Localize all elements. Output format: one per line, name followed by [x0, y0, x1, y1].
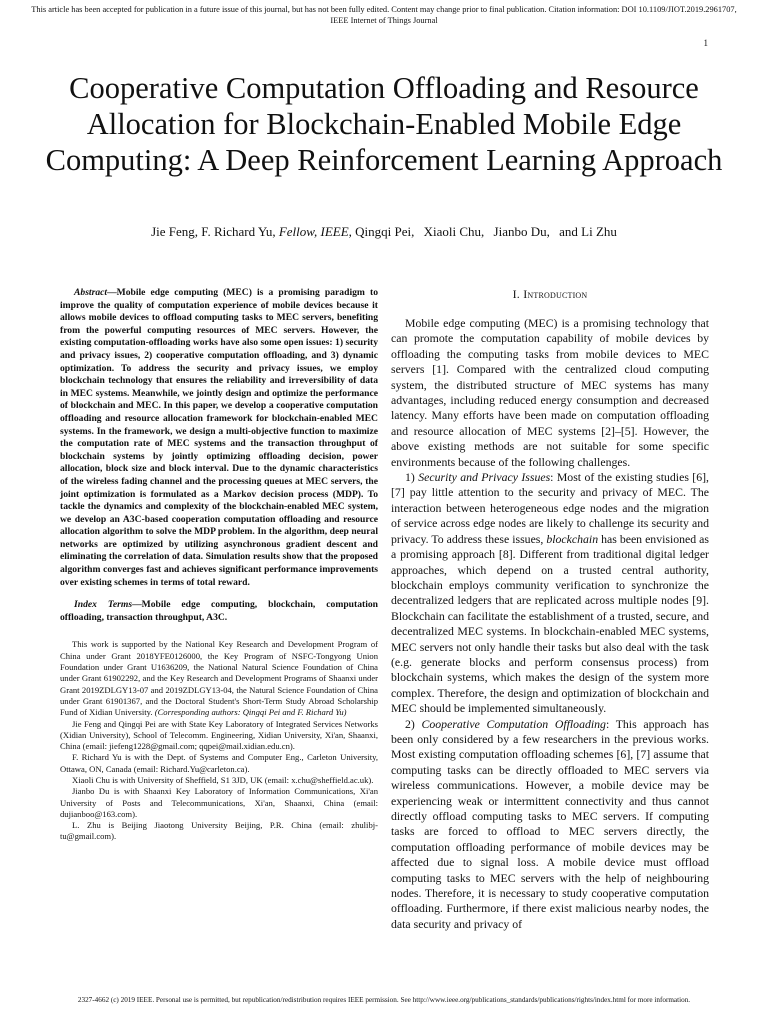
paragraph-text: : Most of the existing studies [6], [7] pay little attention to the security and privacy of MEC. The interaction between heterogeneous edge nodes and the migration of service across edge nodes are likely to challenge its security and privacy. To address these issues, — [391, 470, 709, 546]
author-name: Jie Feng, — [151, 224, 199, 239]
affiliation-footnote: Xiaoli Chu is with University of Sheffield, S1 3JD, UK (email: x.chu@sheffield.ac.uk). — [72, 775, 374, 785]
abstract — [60, 287, 378, 589]
paper-title: Cooperative Computation Offloading and Resource Allocation for Blockchain-Enabled Mobile Edge Computing: A Deep Reinforcement Learning Approach — [45, 71, 723, 177]
right-column — [391, 287, 709, 932]
author-name: Jianbo Du, — [493, 224, 550, 239]
paragraph-text: has been envisioned as a promising approach [8]. Different from traditional digital ledger approaches, which depend on a trusted central authority, blockchain employs community verification to synchronize the decentralized ledgers that are replicated across multiple nodes [9]. Blockchain can facilitate the establishment of a trusted, secure, and decentralized MEC systems. In blockchain-enabled MEC systems, MEC servers not only handle their tasks but also deal with the task (e.g. generate blocks and perform consensus process) from blockchain systems, which makes the design of the system more complex. Therefore, the design and optimization of blockchain and MEC should be implemented simultaneously. — [391, 531, 710, 716]
affiliation-footnote: Jie Feng and Qingqi Pei are with State Key Laboratory of Integrated Services Networks (Xidian University), School of Telecomm. Engineering, Xidian University, Xi'an, Shaanxi, China (email: jiefeng1228@gmail.com; qqpei@mail.xidian.edu.cn). — [60, 718, 378, 752]
affiliation-footnote: F. Richard Yu is with the Dept. of Systems and Computer Eng., Carleton University, Ottawa, ON, Canada (email: Richard.Yu@carleton.ca). — [60, 752, 378, 774]
author-list — [44, 224, 724, 240]
section-title: Introduction — [523, 287, 588, 301]
author-name: Qingqi Pei, — [355, 224, 415, 239]
author-name: and Li Zhu — [559, 224, 617, 239]
page-number: 1 — [703, 38, 708, 48]
copyright-footer: 2327-4662 (c) 2019 IEEE. Personal use is permitted, but republication/redistribution requires IEEE permission. See http://www.ieee.org/publications_standards/publications/rights/index.html for more information. — [77, 996, 691, 1004]
author-name: F. Richard Yu, — [201, 224, 276, 239]
item-number: 2) — [405, 716, 422, 731]
index-terms — [60, 599, 378, 624]
funding-footnote — [60, 639, 378, 718]
author-honor: Fellow, IEEE, — [278, 224, 352, 239]
item-title: Security and Privacy Issues — [418, 470, 551, 485]
acceptance-notice: This article has been accepted for publication in a future issue of this journal, but has not been fully edited. Content may change prior to final publication. Citation information: DOI 10.1109/JIOT.2019.2961707, IEEE Internet of Things Journal — [31, 5, 737, 25]
emphasized-term: blockchain — [546, 531, 599, 546]
corresponding-authors: (Corresponding authors: Qingqi Pei and F. Richard Yu) — [154, 707, 347, 718]
section-heading — [391, 287, 709, 302]
affiliation-footnote: L. Zhu is Beijing Jiaotong University Beijing, P.R. China (email: zhulibj-tu@gmail.com). — [60, 820, 378, 842]
intro-paragraph — [391, 717, 709, 933]
affiliation-footnote: Jianbo Du is with Shaanxi Key Laboratory of Information Communications, Xi'an University of Posts and Telecommunications, Xi'an, Shaanxi, China (email: dujianboo@163.com). — [60, 786, 378, 819]
intro-paragraph — [391, 470, 709, 717]
abstract-text: —Mobile edge computing (MEC) is a promising paradigm to improve the quality of computation experience of mobile devices because it allows mobile devices to offload computing tasks to MEC servers, benefiting from the powerful computing resources of MEC servers. However, the existing computation-offloading works have also some open issues: 1) security and privacy issues, 2) cooperative computation offloading, and 3) dynamic optimization. To address the security and privacy issues, we employ blockchain technology that ensures the reliability and irreversibility of data in MEC systems. Meanwhile, we jointly design and optimize the performance of blockchain and MEC. In this paper, we develop a cooperative computation offloading and resource allocation framework for blockchain-enabled MEC systems. In the framework, we design a multi-objective function to maximize the computation rate of MEC systems and the transaction throughput of blockchain systems by jointly optimizing offloading decision, power allocation, block size and block interval. Due to the dynamic characteristics of the wireless fading channel and the processing queues at MEC servers, the joint optimization is formulated as a Markov decision process (MDP). To tackle the dynamics and complexity of the blockchain-enabled MEC system, we develop an A3C-based cooperation computation offloading and resource allocation algorithm to solve the MDP problem. In the algorithm, deep neural networks are optimized by utilizing asynchronous gradient descent and eliminating the correlation of data. Simulation results show that the proposed algorithm converges fast and achieves significant performance improvements over existing schemes in terms of total reward. — [60, 287, 378, 588]
funding-text: This work is supported by the National Key Research and Development Program of China under Grant 2018YFE0126000, the Key Program of NSFC-Tongyong Union Foundation under Grant U1636209, the National Natural Science Foundation of China under Grant 61902292, and the Key Research and Development Programs of Shaanxi under Grant 2019ZDLGY13-07 and 2019ZDLGY13-04, the Natural Science Foundation of China under Grant 61901367, and the Doctoral Student's Short-Term Study Abroad Scholarship Fund of Xidian University. — [60, 639, 378, 718]
paragraph-text: : This approach has been only considered by a few researchers in the previous works. Most existing computation offloading schemes [6], [7] assume that computing tasks can be directly offloaded to MEC servers via wireless communications. However, a mobile device may be experiencing weak or intermittent connectivity and thus cannot directly offload computing tasks to MEC servers. If computing tasks are forced to offload to MEC servers directly, the computation offloading performance of mobile devices may be affected due to signal loss. A mobile device must offload computing tasks to MEC servers with the help of neighbouring nodes. Therefore, it is necessary to study cooperative computation offloading. Furthermore, if there exist malicious nearby nodes, the data security and privacy of — [391, 716, 709, 931]
intro-paragraph: Mobile edge computing (MEC) is a promising technology that can promote the computation capability of mobile devices by offloading the computing tasks from mobile devices to MEC servers [1]. Compared with the centralized cloud computing system, the distributed structure of MEC systems has many advantages, including reduced energy consumption and decreased latency. Many efforts have been made on computation offloading and resource allocation of MEC systems [2]–[5]. However, the above existing methods are not suitable for some specific environments because of the following challenges. — [391, 316, 709, 469]
item-title: Cooperative Computation Offloading — [421, 716, 606, 731]
author-name: Xiaoli Chu, — [423, 224, 485, 239]
abstract-label: Abstract — [74, 287, 108, 298]
item-number: 1) — [405, 470, 419, 485]
left-column — [60, 287, 378, 843]
section-number: I. — [512, 287, 524, 301]
index-terms-label: Index Terms — [74, 599, 133, 611]
index-terms-text: —Mobile edge computing, blockchain, computation offloading, transaction throughput, A3C. — [60, 599, 378, 623]
